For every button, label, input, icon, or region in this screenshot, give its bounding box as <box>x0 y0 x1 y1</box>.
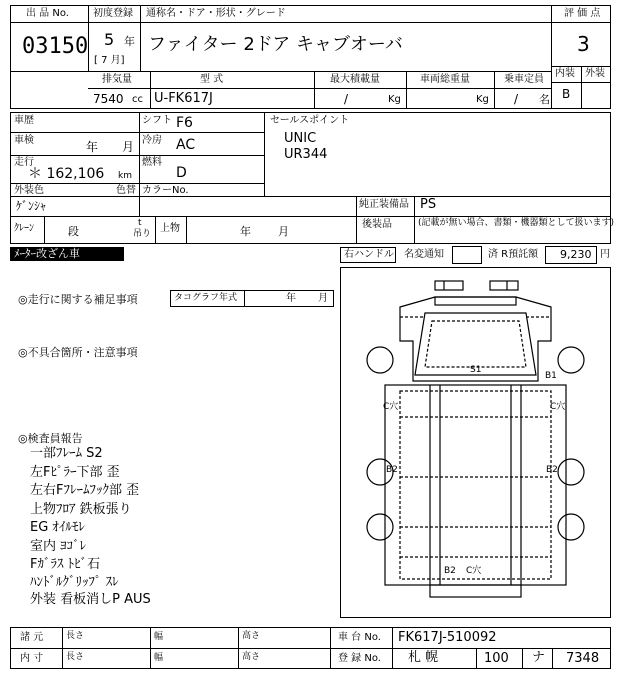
diagram-mark-s1: S1 <box>470 365 482 375</box>
crane-stages: 段 <box>68 225 79 238</box>
crane-tons: t <box>138 218 142 228</box>
displacement-value: 7540 <box>93 92 124 106</box>
fuel-value: D <box>176 165 187 181</box>
chassis-number: FK617J-510092 <box>398 630 497 645</box>
first-reg-year-unit: 年 <box>124 35 135 48</box>
title-change-label: 名変通知 <box>404 249 444 260</box>
tachograph-month: 月 <box>318 293 328 304</box>
inspection-label: 車検 <box>14 135 34 146</box>
tachograph-year: 年 <box>286 293 296 304</box>
inspector-item-3: 左右Fﾌﾚｰﾑﾌｯｸ部 歪 <box>30 483 140 498</box>
bed-label: 上物 <box>160 223 180 234</box>
supplement-label: ◎走行に関する補足事項 <box>18 293 138 306</box>
first-reg-label: 初度登録 <box>93 8 133 19</box>
colorcode-label: カラーNo. <box>142 185 189 196</box>
max-load-value: / <box>344 92 349 106</box>
eval-label: 評 価 点 <box>564 8 601 19</box>
capacity-label: 乗車定員 <box>504 74 544 85</box>
displacement-label: 排気量 <box>102 74 132 85</box>
capacity-unit: 名 <box>539 93 550 106</box>
ac-value: AC <box>176 137 196 153</box>
diagram-mark-b1: B1 <box>545 371 557 381</box>
ac-label: 冷房 <box>142 135 162 146</box>
inspector-item-8: ﾊﾝﾄﾞﾙｸﾞﾘｯﾌﾟ ｽﾚ <box>30 575 119 590</box>
defects-label: ◎不具合箇所・注意事項 <box>18 346 138 359</box>
tachograph-label: タコグラフ年式 <box>174 293 238 303</box>
inspector-item-7: Fｶﾞﾗｽ ﾄﾋﾞ石 <box>30 557 101 572</box>
inspector-item-6: 室内 ﾖｺﾞﾚ <box>30 539 87 554</box>
inspector-item-5: EG ｵｲﾙﾓﾚ <box>30 520 85 535</box>
inspector-item-2: 左Fﾋﾟﾗｰ下部 歪 <box>30 465 120 480</box>
genuine-equip-value: PS <box>420 197 437 212</box>
gross-weight-label: 車両総重量 <box>420 74 470 85</box>
inspector-label: ◎検査員報告 <box>18 432 83 445</box>
bed-month: 月 <box>278 225 289 238</box>
inspector-item-4: 上物ﾌﾛｱ 鉄板張り <box>30 502 132 517</box>
eval-score: 3 <box>577 32 590 56</box>
shift-label: シフト <box>142 115 172 126</box>
registration-class: 100 <box>484 651 509 666</box>
interior-dims-label: 内 寸 <box>20 653 44 664</box>
color-label: 外装色 <box>14 185 44 196</box>
sales-point-2: UR344 <box>284 147 328 162</box>
mileage-label: 走行 <box>14 157 34 168</box>
meter-tampered-banner: ﾒｰﾀｰ改ざん車 <box>10 247 124 261</box>
recycle-deposit-label: 済 R預託額 <box>488 249 539 260</box>
dims-width-label: 幅 <box>154 632 164 642</box>
registration-label: 登 録 No. <box>338 653 381 664</box>
crane-label: ｸﾚｰﾝ <box>14 223 34 234</box>
cc-unit: cc <box>132 94 143 105</box>
first-reg-year: 5 <box>104 30 115 49</box>
dims-height-label: 高さ <box>242 631 261 641</box>
fuel-label: 燃料 <box>142 157 162 168</box>
max-load-label: 最大積載量 <box>330 74 380 85</box>
diagram-mark-c-left: C穴 <box>383 402 399 412</box>
inspector-item-1: 一部ﾌﾚｰﾑ S2 <box>30 446 103 461</box>
interior-length-label: 長さ <box>66 652 85 662</box>
interior-label: 内装 <box>555 68 575 79</box>
interior-width-label: 幅 <box>154 653 164 663</box>
recycle-deposit-value: 9,230 <box>560 248 592 261</box>
diagram-mark-c-right: C穴 <box>550 402 566 412</box>
gross-weight-unit: Kg <box>476 94 489 105</box>
diagram-mark-b2-left: B2 <box>386 465 398 475</box>
sales-point-label: セールスポイント <box>270 115 350 126</box>
recycle-deposit-unit: 円 <box>600 249 610 260</box>
inspector-item-9: 外装 看板消しP AUS <box>30 592 151 607</box>
crane-lift: 吊り <box>133 229 152 239</box>
rhd-label: 右ハンドル <box>344 249 394 260</box>
sales-point-1: UNIC <box>284 131 317 146</box>
dims-label: 諸 元 <box>20 632 44 643</box>
model-type-label: 型 式 <box>200 74 224 85</box>
registration-kana: ナ <box>532 650 546 665</box>
first-reg-month: [ 7 月] <box>94 55 125 66</box>
color-value: ｹﾞﾝｼｬ <box>16 199 47 213</box>
interior-score: B <box>562 87 571 101</box>
max-load-unit: Kg <box>388 94 401 105</box>
diagram-mark-c-bottom: C穴 <box>466 566 482 576</box>
mileage-value: ＊ 162,106 <box>28 166 105 182</box>
registration-area: 札 幌 <box>408 650 439 665</box>
model-name-label: 通称名・ドア・形状・グレード <box>146 8 286 19</box>
inspection-month: 月 <box>122 140 135 154</box>
shift-value: F6 <box>176 115 193 131</box>
model-type-value: U-FK617J <box>154 91 213 106</box>
title-change-box <box>452 246 482 264</box>
model-name: ファイター 2ドア キャブオーバ <box>148 34 403 55</box>
chassis-label: 車 台 No. <box>338 632 381 643</box>
lot-label: 出 品 No. <box>26 8 69 19</box>
inspection-year: 年 <box>86 140 99 154</box>
diagram-mark-b2-bottom: B2 <box>444 566 456 576</box>
aftermarket-label: 後装品 <box>362 219 392 230</box>
aftermarket-note: (記載が無い場合、書類・機器類として扱います) <box>418 218 615 228</box>
dims-length-label: 長さ <box>66 631 85 641</box>
history-label: 車歴 <box>14 115 34 126</box>
diagram-mark-b2-right: B2 <box>546 465 558 475</box>
capacity-value: / <box>514 92 519 106</box>
bed-year: 年 <box>240 225 251 238</box>
exterior-label: 外装 <box>585 68 605 79</box>
lot-number: 03150 <box>22 34 89 59</box>
registration-number: 7348 <box>566 651 600 666</box>
interior-height-label: 高さ <box>242 652 261 662</box>
genuine-equip-label: 純正装備品 <box>359 199 409 210</box>
color-change-label: 色替 <box>116 185 136 196</box>
km-unit: km <box>118 171 132 181</box>
